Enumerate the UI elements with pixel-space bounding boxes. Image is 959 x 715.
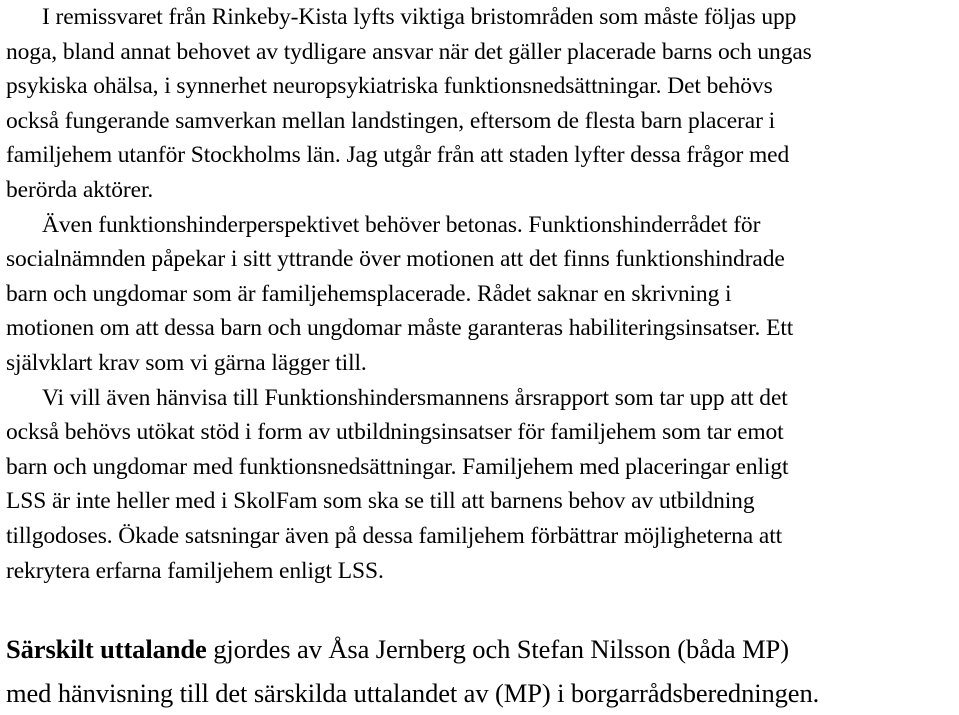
special-statement-heading: Särskilt uttalande [6,634,207,664]
text-line: psykiska ohälsa, i synnerhet neuropsykiatriska funktionsnedsättningar. Det behövs [6,73,773,100]
document-body [6,0,956,588]
text-line: I remissvaret från Rinkeby-Kista lyfts viktiga bristområden som måste följas upp [42,4,797,30]
special-statement-text: gjordes av Åsa Jernberg och Stefan Nilsson (båda MP) [206,634,789,664]
text-line: Vi vill även hänvisa till Funktionshindersmannens årsrapport som tar upp att det [42,384,788,411]
paragraph-arsrapport [6,381,956,589]
text-line: berörda aktörer. [6,176,154,203]
text-line: också behövs utökat stöd i form av utbildningsinsatser för familjehem som tar emot [6,419,784,446]
special-statement-line-2: med hänvisning till det särskilda uttalandet av (MP) i borgarrådsberedningen. [6,678,820,708]
special-statement [6,627,956,715]
text-line: noga, bland annat behovet av tydligare ansvar när det gäller placerade barns och ungas [6,38,812,65]
text-line: motionen om att dessa barn och ungdomar måste garanteras habiliteringsinsatser. Ett [6,315,794,342]
text-line: självklart krav som vi gärna lägger till. [6,349,367,376]
text-line: LSS är inte heller med i SkolFam som ska se till att barnens behov av utbildning [6,488,755,515]
text-line: rekrytera erfarna familjehem enligt LSS. [6,557,384,584]
paragraph-funktionshinder [6,208,956,381]
text-line: Även funktionshinderperspektivet behöver betonas. Funktionshinderrådet för [42,211,761,238]
text-line: familjehem utanför Stockholms län. Jag utgår från att staden lyfter dessa frågor med [6,142,790,169]
special-statement-line-1 [6,627,956,671]
text-line: också fungerande samverkan mellan landstingen, eftersom de flesta barn placerar i [6,107,776,134]
text-line: tillgodoses. Ökade satsningar även på dessa familjehem förbättrar möjligheterna att [6,522,783,549]
paragraph-rinkeby-kista [6,0,956,208]
text-line: barn och ungdomar som är familjehemsplacerade. Rådet saknar en skrivning i [6,280,732,307]
text-line: barn och ungdomar med funktionsnedsättningar. Familjehem med placeringar enligt [6,453,789,480]
text-line: socialnämnden påpekar i sitt yttrande över motionen att det finns funktionshindrade [6,246,785,273]
